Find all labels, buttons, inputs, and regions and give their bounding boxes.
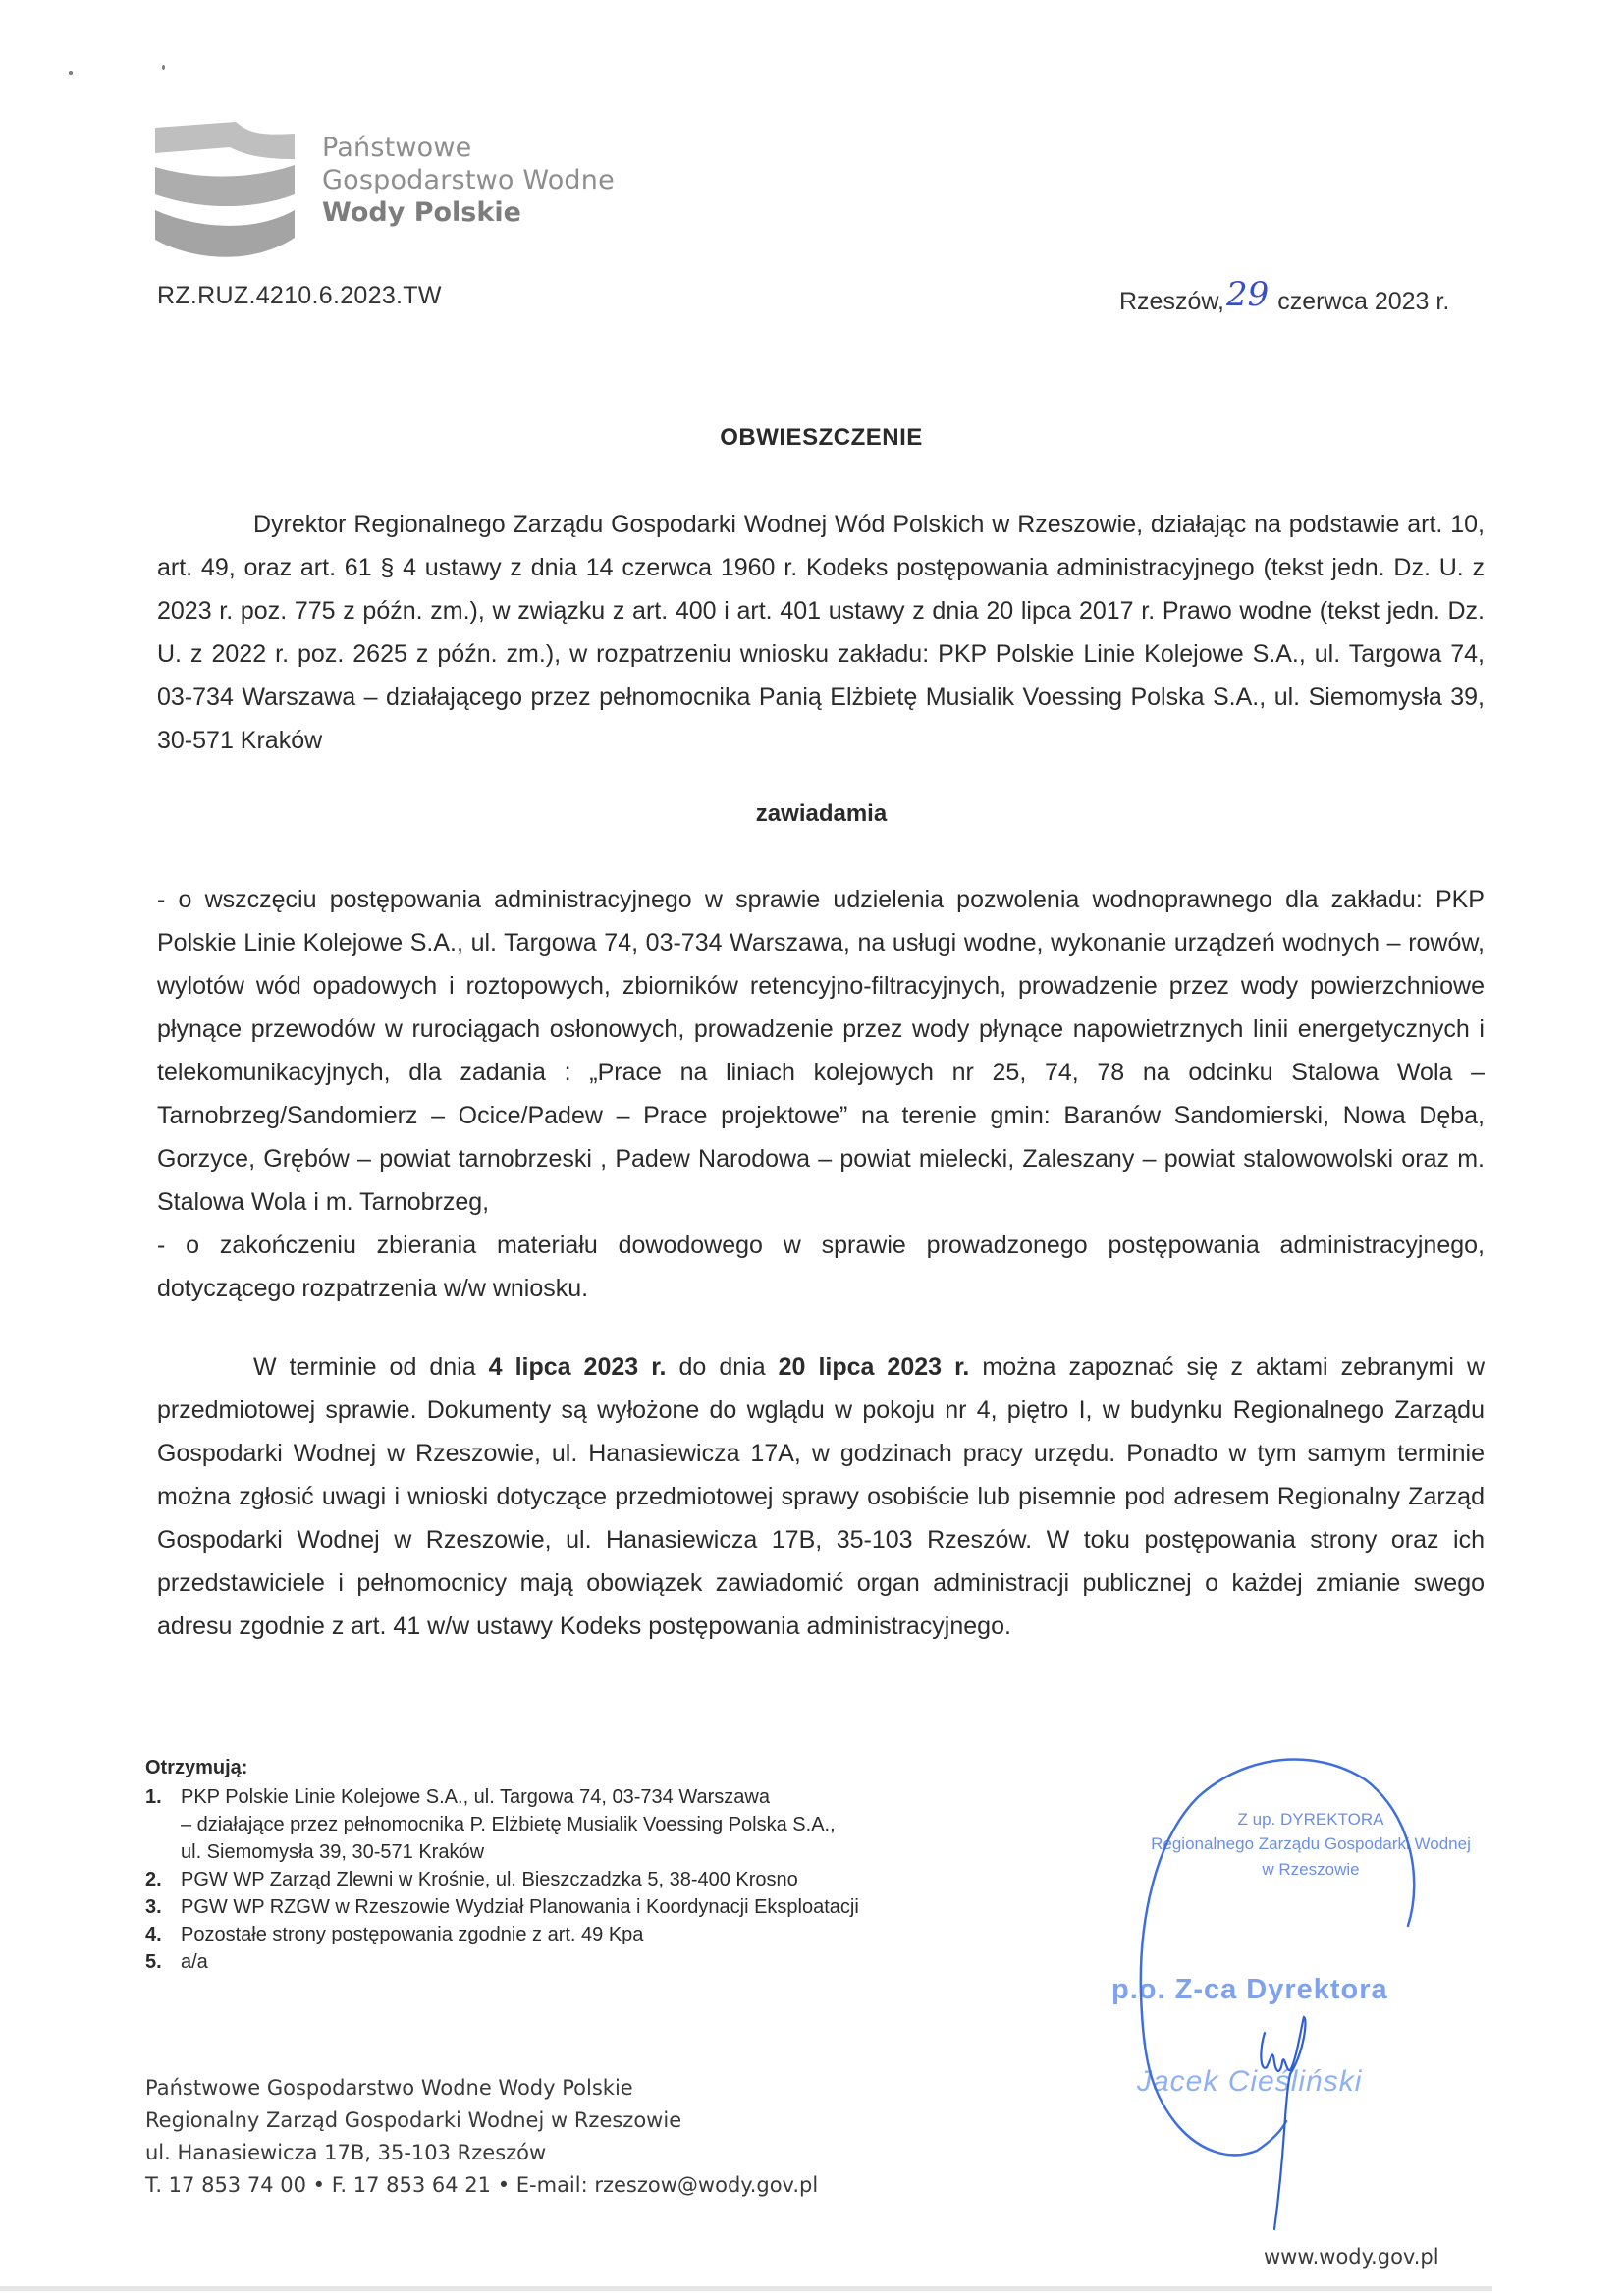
recipient-number: 1. <box>145 1786 162 1808</box>
logo-line-3: Wody Polskie <box>322 197 521 228</box>
document-date <box>1119 275 1450 318</box>
notice-text-2: do dnia <box>666 1353 779 1381</box>
recipient-number: 2. <box>145 1869 162 1890</box>
recipient-item <box>145 1866 990 1893</box>
document-title: OBWIESZCZENIE <box>720 424 923 451</box>
stamp-line-2: Regionalnego Zarządu Gospodarki Wodnej <box>1151 1834 1471 1853</box>
scan-edge-line <box>0 2286 1492 2291</box>
waves-logo-icon <box>155 120 298 263</box>
notice-date-from: 4 lipca 2023 r. <box>488 1353 667 1381</box>
footer-line-3: ul. Hanasiewicza 17B, 35-103 Rzeszów <box>145 2141 547 2164</box>
intro-text: Dyrektor Regionalnego Zarządu Gospodarki Wodnej Wód Polskich w Rzeszowie, działając na podstawie art. 10, art. 49, oraz art. 61 § 4 ustawy z dnia 14 czerwca 1960 r. Kodeks postępowania administracyjnego (tekst jedn. Dz. U. z 2023 r. poz. 775 z późn. zm.), w związku z art. 400 i art. 401 ustawy z dnia 20 lipca 2017 r. Prawo wodne (tekst jedn. Dz. U. z 2022 r. poz. 2625 z późn. zm.), w rozpatrzeniu wniosku zakładu: PKP Polskie Linie Kolejowe S.A., ul. Targowa 74, 03-734 Warszawa – działającego przez pełnomocnika Panią Elżbietę Musialik Voessing Polska S.A., ul. Siemomysła 39, 30-571 Kraków <box>157 511 1485 754</box>
scan-speck <box>162 65 165 70</box>
stamp-name: Jacek Cieśliński <box>1137 2065 1363 2098</box>
point-item: - o zakończeniu zbierania materiału dowodowego w sprawie prowadzonego postępowania administracyjnego, dotyczącego rozpatrzenia w/w wniosku. <box>157 1231 1485 1302</box>
handwritten-day: 29 <box>1225 275 1270 314</box>
notice-paragraph <box>157 1345 1485 1648</box>
notice-text-3: można zapoznać się z aktami zebranymi w przedmiotowej sprawie. Dokumenty są wyłożone do wglądu w pokoju nr 4, piętro I, w budynku Regionalnego Zarządu Gospodarki Wodnej w Rzeszowie, ul. Hanasiewicza 17A, w godzinach pracy urzędu. Ponadto w tym samym terminie można zgłosić uwagi i wnioski dotyczące przedmiotowej sprawy osobiście lub pisemnie pod adresem Regionalny Zarząd Gospodarki Wodnej w Rzeszowie, ul. Hanasiewicza 17B, 35-103 Rzeszów. W toku postępowania strony oraz ich przedstawiciele i pełnomocnicy mają obowiązek zawiadomić organ administracji publicznej o każdej zmianie swego adresu zgodnie z art. 41 w/w ustawy Kodeks postępowania administracyjnego. <box>157 1353 1486 1640</box>
logo-icon <box>155 120 298 263</box>
recipient-number: 5. <box>145 1951 162 1973</box>
footer-line-4: T. 17 853 74 00 • F. 17 853 64 21 • E-mail: rzeszow@wody.gov.pl <box>145 2173 819 2197</box>
recipient-number: 3. <box>145 1896 162 1918</box>
recipient-item <box>145 1783 990 1866</box>
recipient-item <box>145 1948 990 1976</box>
footer-line-2: Regionalny Zarząd Gospodarki Wodnej w Rzeszowie <box>145 2108 682 2132</box>
section-heading: zawiadamia <box>755 800 888 827</box>
signature-scribble <box>1261 2017 1305 2229</box>
stamp-line-1: Z up. DYREKTORA <box>1237 1810 1384 1829</box>
recipient-number: 4. <box>145 1924 162 1945</box>
notice-date-to: 20 lipca 2023 r. <box>778 1353 970 1381</box>
recipients-list <box>145 1754 990 1976</box>
recipient-text: PGW WP Zarząd Zlewni w Krośnie, ul. Bieszczadzka 5, 38-400 Krosno <box>181 1869 798 1890</box>
scan-speck <box>69 71 73 75</box>
date-place: Rzeszów, <box>1119 288 1224 315</box>
recipient-text: a/a <box>181 1951 208 1973</box>
stamp-line-3: w Rzeszowie <box>1262 1860 1360 1879</box>
recipient-text: PKP Polskie Linie Kolejowe S.A., ul. Targowa 74, 03-734 Warszawa <box>181 1786 770 1808</box>
point-item: - o wszczęciu postępowania administracyjnego w sprawie udzielenia pozwolenia wodnoprawnego dla zakładu: PKP Polskie Linie Kolejowe S.A., ul. Targowa 74, 03-734 Warszawa, na usługi wodne, wykonanie urządzeń wodnych – rowów, wylotów wód opadowych i roztopowych, zbiorników retencyjno-filtracyjnych, prowadzenie przez wody powierzchniowe płynące przewodów w rurociągach osłonowych, prowadzenie przez wody płynące napowietrznych linii energetycznych i telekomunikacyjnych, dla zadania : „Prace na liniach kolejowych nr 25, 74, 78 na odcinku Stalowa Wola – Tarnobrzeg/Sandomierz – Ocice/Padew – Prace projektowe” na terenie gmin: Baranów Sandomierski, Nowa Dęba, Gorzyce, Grębów – powiat tarnobrzeski , Padew Narodowa – powiat mielecki, Zaleszany – powiat stalowowolski oraz m. Stalowa Wola i m. Tarnobrzeg, <box>157 886 1485 1216</box>
reference-number: RZ.RUZ.4210.6.2023.TW <box>157 282 442 309</box>
recipient-text: PGW WP RZGW w Rzeszowie Wydział Planowania i Koordynacji Eksploatacji <box>181 1896 859 1918</box>
points-list <box>157 878 1485 1310</box>
recipient-text: Pozostałe strony postępowania zgodnie z art. 49 Kpa <box>181 1924 644 1945</box>
footer-address <box>145 2072 818 2202</box>
recipient-text-extra: ul. Siemomysła 39, 30-571 Kraków <box>181 1841 485 1863</box>
logo-line-2: Gospodarstwo Wodne <box>322 165 615 195</box>
notice-text-1: W terminie od dnia <box>253 1353 489 1381</box>
logo-line-1: Państwowe <box>322 133 472 163</box>
intro-paragraph <box>157 503 1485 762</box>
recipient-item <box>145 1893 990 1921</box>
recipients-heading: Otrzymują: <box>145 1757 248 1778</box>
website-link[interactable]: www.wody.gov.pl <box>1264 2245 1439 2269</box>
logo-text <box>322 132 615 229</box>
footer-line-1: Państwowe Gospodarstwo Wodne Wody Polskie <box>145 2076 633 2100</box>
date-rest: czerwca 2023 r. <box>1277 288 1450 315</box>
recipient-text-extra: – działające przez pełnomocnika P. Elżbietę Musialik Voessing Polska S.A., <box>181 1814 836 1835</box>
stamp-role: p.o. Z-ca Dyrektora <box>1111 1974 1388 2005</box>
recipient-item <box>145 1921 990 1948</box>
